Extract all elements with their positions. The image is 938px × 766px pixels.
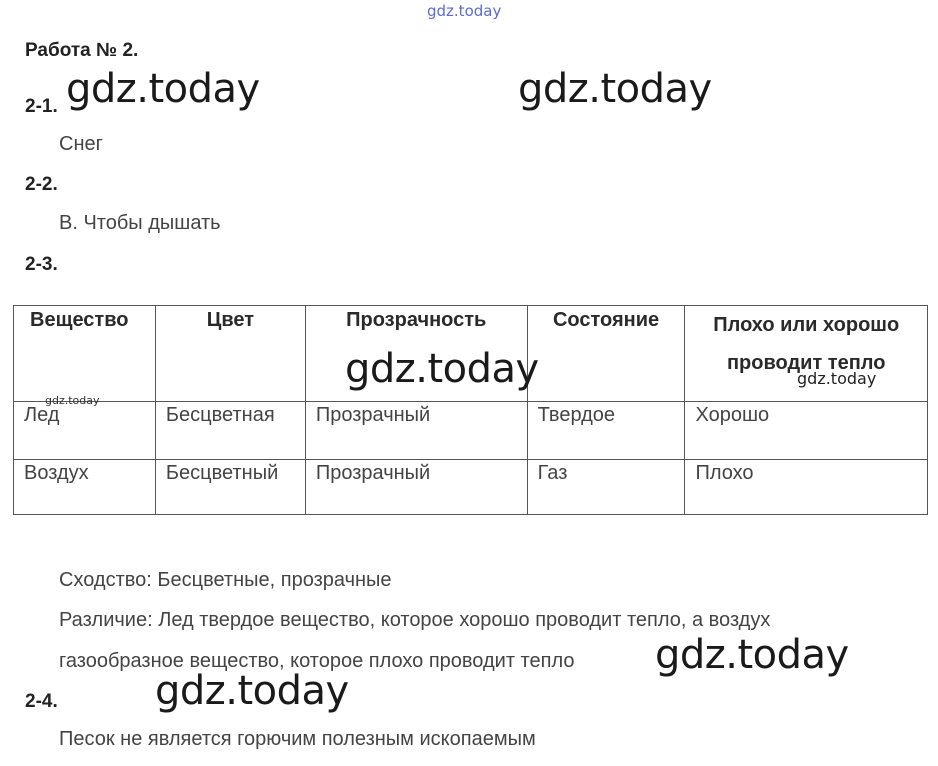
table-cell: Хорошо — [685, 402, 928, 460]
question-label-2-2: 2-2. — [25, 174, 58, 195]
table-header-cell: Цвет — [155, 306, 305, 402]
table-header-cell: Состояние — [527, 306, 685, 402]
watermark: gdz.today — [155, 668, 349, 714]
table-cell: Газ — [527, 460, 685, 515]
table-cell: Прозрачный — [305, 402, 527, 460]
table-cell: Воздух — [14, 460, 156, 515]
table-header-cell: Плохо или хорошо проводит тепло — [685, 306, 928, 402]
similarity-text: Сходство: Бесцветные, прозрачные — [59, 569, 392, 591]
table-cell: Бесцветная — [155, 402, 305, 460]
watermark-tiny: gdz.today — [45, 394, 100, 407]
question-label-2-1: 2-1. — [25, 96, 58, 117]
difference-text-line2: газообразное вещество, которое плохо проводит тепло — [59, 650, 575, 672]
watermark-small: gdz.today — [797, 369, 877, 388]
watermark: gdz.today — [66, 66, 260, 112]
answer-2-4: Песок не является горючим полезным ископаемым — [59, 728, 536, 750]
watermark: gdz.today — [655, 632, 849, 678]
table-cell: Лед — [14, 402, 156, 460]
watermark: gdz.today — [518, 66, 712, 112]
table-cell: Бесцветный — [155, 460, 305, 515]
table-header-cell: Вещество — [14, 306, 156, 402]
watermark: gdz.today — [345, 346, 539, 392]
table-cell: Твердое — [527, 402, 685, 460]
table-cell: Прозрачный — [305, 460, 527, 515]
difference-text-line1: Различие: Лед твердое вещество, которое хорошо проводит тепло, а воздух — [59, 609, 771, 631]
table-cell: Плохо — [685, 460, 928, 515]
question-label-2-3: 2-3. — [25, 254, 58, 275]
answer-2-2: В. Чтобы дышать — [59, 212, 221, 234]
properties-table — [13, 305, 928, 515]
table-row — [14, 460, 928, 515]
table-row — [14, 402, 928, 460]
table-header-cell: Прозрачность — [305, 306, 527, 402]
question-label-2-4: 2-4. — [25, 691, 58, 712]
watermark-top: gdz.today — [427, 2, 502, 20]
answer-2-1: Снег — [59, 133, 103, 155]
page-title: Работа № 2. — [25, 40, 139, 61]
